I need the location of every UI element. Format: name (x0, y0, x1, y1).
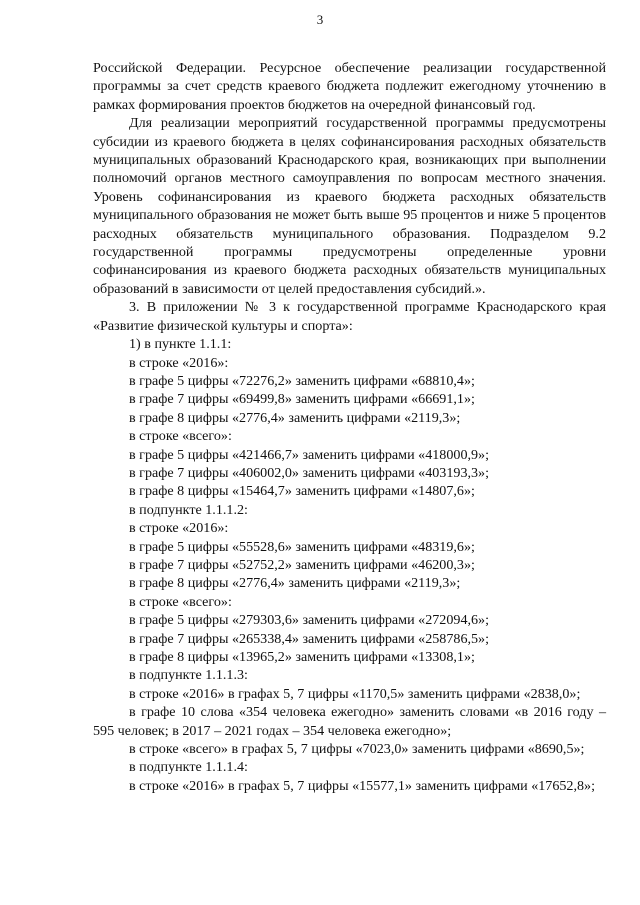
page-number: 3 (316, 12, 324, 27)
paragraph-continuation: Российской Федерации. Ресурсное обеспечение реализации государственной программы за счет средств краевого бюджета подлежит ежегодному уточнению в рамках формирования проектов бюджетов на очередной финансовый год. (93, 60, 606, 113)
list-item: в графе 5 цифры «421466,7» заменить цифрами «418000,9»; (129, 446, 490, 463)
list-item: в строке «2016»: (129, 520, 229, 537)
list-item: в графе 7 цифры «69499,8» заменить цифрами «66691,1»; (129, 391, 475, 408)
paragraph-item: в строке «2016» в графах 5, 7 цифры «15577,1» заменить цифрами «17652,8»; (129, 777, 596, 794)
list-item: в подпункте 1.1.1.3: (129, 667, 248, 684)
list-item: в графе 5 цифры «55528,6» заменить цифрами «48319,6»; (129, 538, 475, 555)
paragraph-item: в графе 10 слова «354 человека ежегодно» заменить словами «в 2016 году – 595 человек; в 2017 – 2021 годах – 354 человека ежегодно»; (93, 704, 606, 739)
list-item: в графе 7 цифры «265338,4» заменить цифрами «258786,5»; (129, 630, 490, 647)
paragraph-item: в строке «всего» в графах 5, 7 цифры «7023,0» заменить цифрами «8690,5»; (129, 741, 585, 758)
list-item: в строке «всего»: (129, 593, 232, 610)
list-item: в графе 7 цифры «406002,0» заменить цифрами «403193,3»; (129, 464, 490, 481)
list-item: в подпункте 1.1.1.4: (129, 759, 248, 776)
document-body (93, 59, 606, 795)
paragraph-subsidies: Для реализации мероприятий государственной программы предусмотрены субсидии из краевого бюджета в целях софинансирования расходных обязательств муниципальных образований Краснодарского края, возникающих при выполнении полномочий органов местного самоуправления по вопросам местного значения. Уровень софинансирования из краевого бюджета расходных обязательств муниципального образования не может быть выше 95 процентов и ниже 5 процентов расходных обязательств муниципального образования. Подразделом 9.2 государственной программы предусмотрены определенные уровни софинансирования из краевого бюджета расходных обязательств муниципальных образований в зависимости от целей предоставления субсидий.». (93, 115, 606, 297)
list-item: в графе 8 цифры «15464,7» заменить цифрами «14807,6»; (129, 483, 475, 500)
list-item: в графе 5 цифры «279303,6» заменить цифрами «272094,6»; (129, 612, 490, 629)
list-item: в графе 8 цифры «2776,4» заменить цифрами «2119,3»; (129, 575, 461, 592)
list-item: 1) в пункте 1.1.1: (129, 336, 232, 353)
list-item: в графе 8 цифры «2776,4» заменить цифрами «2119,3»; (129, 409, 461, 426)
list-item: в графе 7 цифры «52752,2» заменить цифрами «46200,3»; (129, 556, 475, 573)
paragraph-item: в строке «2016» в графах 5, 7 цифры «1170,5» заменить цифрами «2838,0»; (129, 685, 581, 702)
paragraph-appendix-3: 3. В приложении № 3 к государственной программе Краснодарского края «Развитие физической культуры и спорта»: (93, 299, 606, 334)
list-item: в строке «всего»: (129, 428, 232, 445)
list-item: в подпункте 1.1.1.2: (129, 501, 248, 518)
list-item: в строке «2016»: (129, 354, 229, 371)
list-item: в графе 8 цифры «13965,2» заменить цифрами «13308,1»; (129, 649, 475, 665)
list-item: в графе 5 цифры «72276,2» заменить цифрами «68810,4»; (129, 372, 475, 389)
